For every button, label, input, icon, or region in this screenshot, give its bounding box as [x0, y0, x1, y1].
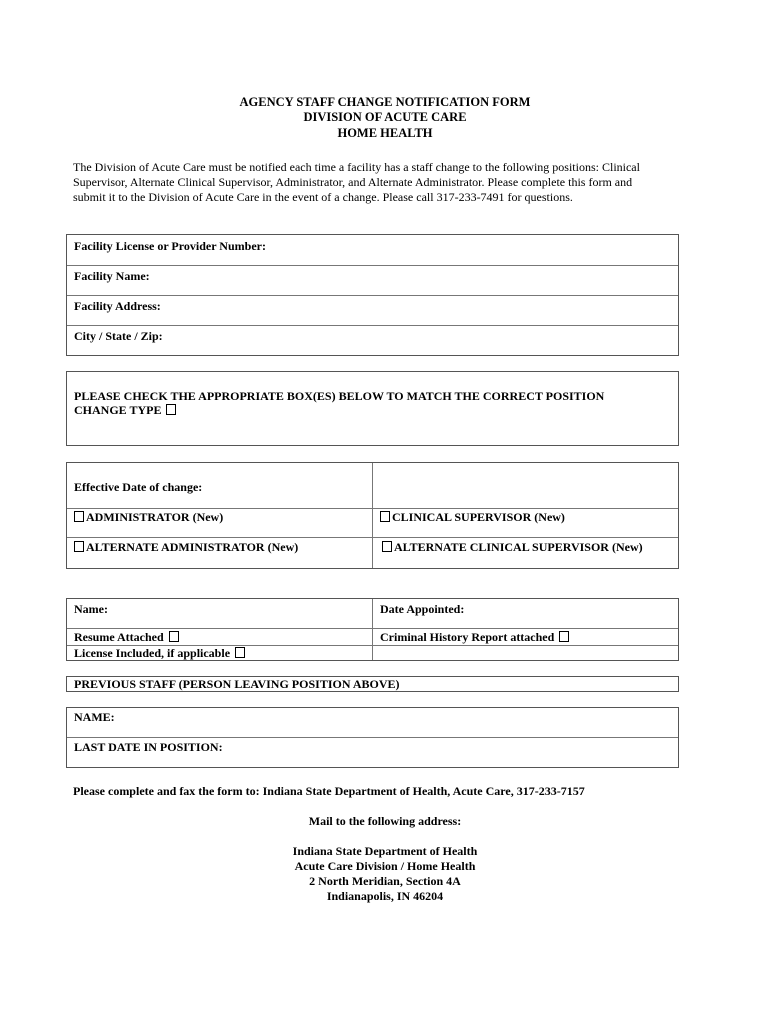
administrator-checkbox[interactable]: [74, 511, 84, 522]
previous-staff-table: [66, 707, 679, 768]
fax-instruction: Please complete and fax the form to: Indiana State Department of Health, Acute Care, 317-233-7157: [73, 784, 585, 798]
previous-staff-heading: PREVIOUS STAFF (PERSON LEAVING POSITION ABOVE): [74, 677, 400, 691]
address-line-1: Indiana State Department of Health: [292, 844, 478, 858]
city-state-zip-label: City / State / Zip:: [74, 329, 163, 343]
last-date-label: LAST DATE IN POSITION:: [74, 740, 223, 754]
address-line-4: Indianapolis, IN 46204: [326, 889, 444, 903]
facility-info-box: [66, 234, 679, 356]
effective-date-label: Effective Date of change:: [74, 480, 203, 494]
facility-license-label: Facility License or Provider Number:: [74, 239, 266, 253]
date-appointed-label: Date Appointed:: [380, 602, 465, 616]
position-table: [66, 462, 679, 569]
administrator-option[interactable]: ADMINISTRATOR (New): [72, 510, 223, 525]
previous-name-label: NAME:: [74, 710, 115, 724]
facility-name-label: Facility Name:: [74, 269, 150, 283]
check-instruction-line-2: CHANGE TYPE: [74, 403, 178, 418]
criminal-history-option[interactable]: Criminal History Report attached: [380, 630, 571, 645]
alternate-clinical-supervisor-checkbox[interactable]: [382, 541, 392, 552]
change-type-checkbox[interactable]: [166, 404, 176, 415]
section-title: HOME HEALTH: [337, 126, 433, 140]
check-instruction-line-1: PLEASE CHECK THE APPROPRIATE BOX(ES) BELOW TO MATCH THE CORRECT POSITION: [74, 389, 605, 403]
license-checkbox[interactable]: [235, 647, 245, 658]
form-title: AGENCY STAFF CHANGE NOTIFICATION FORM: [239, 95, 531, 109]
intro-line-2: Supervisor, Alternate Clinical Supervisor, Administrator, and Alternate Administrator. Please complete this form and: [73, 175, 633, 189]
intro-line-3: submit it to the Division of Acute Care in the event of a change. Please call 317-233-7491 for questions.: [73, 190, 573, 204]
address-line-3: 2 North Meridian, Section 4A: [309, 874, 461, 888]
alternate-administrator-option[interactable]: ALTERNATE ADMINISTRATOR (New): [72, 540, 298, 555]
criminal-history-checkbox[interactable]: [559, 631, 569, 642]
alternate-administrator-checkbox[interactable]: [74, 541, 84, 552]
clinical-supervisor-option[interactable]: CLINICAL SUPERVISOR (New): [378, 510, 565, 525]
position-change-type-box: [66, 371, 679, 446]
mail-instruction: Mail to the following address:: [308, 814, 462, 828]
division-title: DIVISION OF ACUTE CARE: [303, 110, 467, 124]
new-staff-name-label: Name:: [74, 602, 108, 616]
intro-line-1: The Division of Acute Care must be notified each time a facility has a staff change to the following positions: Clinical: [73, 160, 640, 174]
previous-staff-heading-box: [66, 676, 679, 692]
address-line-2: Acute Care Division / Home Health: [294, 859, 476, 873]
alternate-clinical-supervisor-option[interactable]: ALTERNATE CLINICAL SUPERVISOR (New): [380, 540, 643, 555]
new-staff-table: [66, 598, 679, 661]
license-included-option[interactable]: License Included, if applicable: [74, 646, 247, 661]
resume-attached-option[interactable]: Resume Attached: [74, 630, 181, 645]
resume-checkbox[interactable]: [169, 631, 179, 642]
facility-address-label: Facility Address:: [74, 299, 161, 313]
clinical-supervisor-checkbox[interactable]: [380, 511, 390, 522]
